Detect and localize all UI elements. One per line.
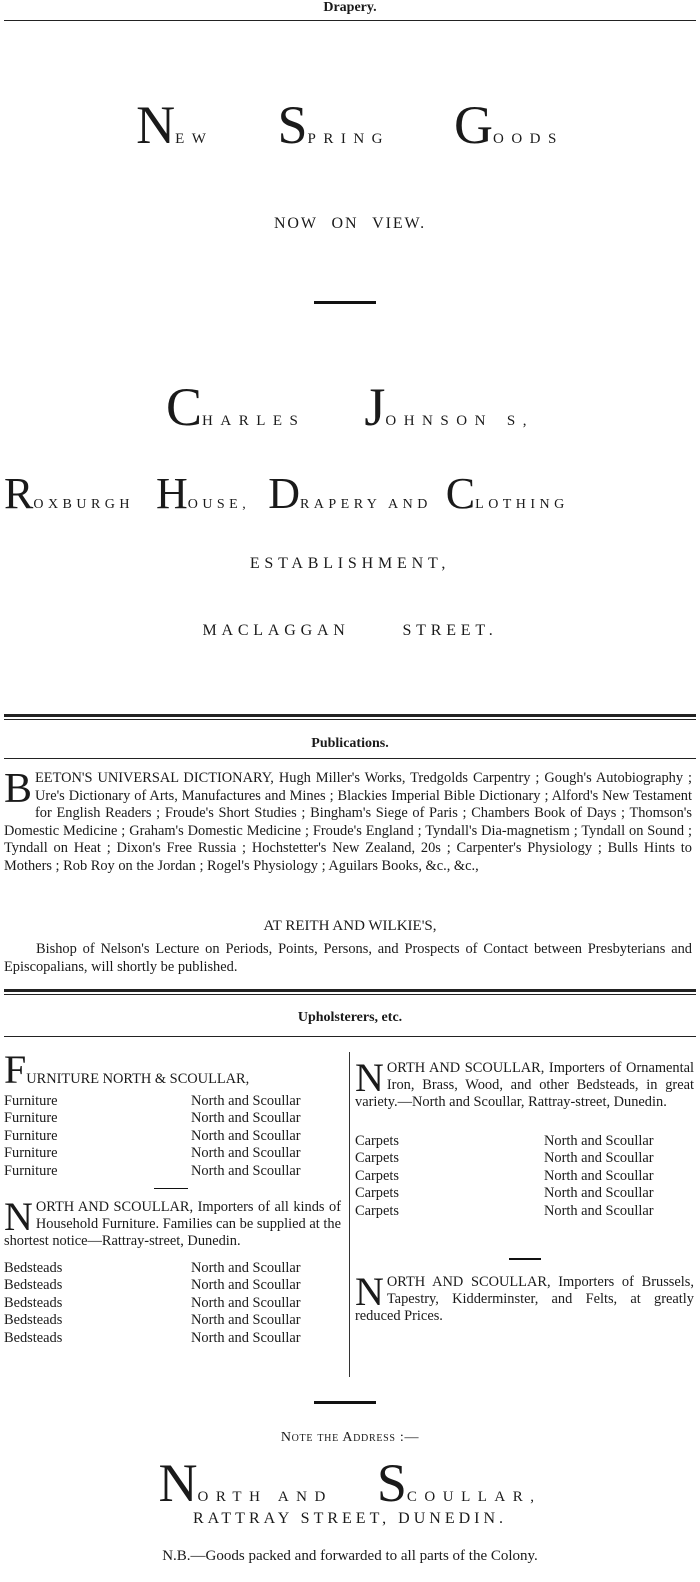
carpet-vendor: North and Scoullar — [544, 1167, 654, 1184]
bedstead-vendor: North and Scoullar — [191, 1277, 301, 1294]
establishment: ESTABLISHMENT, — [249, 555, 451, 572]
furniture-item: Furniture — [4, 1145, 58, 1162]
furniture-item: Furniture — [4, 1110, 58, 1127]
household-furniture-ad: NORTH AND SCOULLAR, Importers of all kinds of Household Furniture. Families can be supplied at the shortest notice—Rattray-street, Dunedin. — [4, 1194, 341, 1250]
right-column — [355, 1055, 694, 1325]
furniture-vendor: North and Scoullar — [191, 1145, 301, 1162]
short-rule — [314, 301, 376, 304]
street-line: MACLAGGAN STREET. — [202, 622, 498, 639]
bedsteads-list — [4, 1260, 341, 1347]
divider — [4, 758, 696, 759]
headline-new-spring-goods: NEW SPRING GOODS — [136, 95, 564, 155]
carpets-list — [355, 1133, 694, 1220]
bedstead-item: Bedsteads — [4, 1294, 63, 1311]
nb-note: N.B.—Goods packed and forwarded to all parts of the Colony. — [162, 1548, 538, 1564]
bedstead-row — [4, 1330, 341, 1347]
short-rule — [314, 1401, 376, 1404]
bedstead-vendor: North and Scoullar — [191, 1260, 301, 1277]
carpet-item: Carpets — [355, 1133, 399, 1149]
carpet-vendor: North and Scoullar — [544, 1150, 654, 1167]
merchant-name: CHARLES JOHNSON S, — [166, 377, 534, 437]
column-divider — [349, 1052, 350, 1377]
carpet-item: Carpets — [355, 1202, 399, 1219]
left-column — [4, 1047, 341, 1347]
bedstead-item: Bedsteads — [4, 1277, 63, 1294]
bedstead-row — [4, 1260, 341, 1277]
furniture-row — [4, 1145, 341, 1162]
divider — [4, 1036, 696, 1037]
carpet-item: Carpets — [355, 1185, 399, 1202]
carpet-row — [355, 1185, 694, 1202]
bookseller: AT REITH AND WILKIE'S, — [263, 918, 437, 934]
firm-street: RATTRAY STREET, DUNEDIN. — [192, 1510, 508, 1527]
bedstead-vendor: North and Scoullar — [191, 1312, 301, 1329]
furniture-row — [4, 1128, 341, 1145]
firm-name: NORTH AND SCOULLAR, — [158, 1453, 542, 1513]
bedstead-row — [4, 1312, 341, 1329]
furniture-vendor: North and Scoullar — [191, 1093, 301, 1109]
carpet-row — [355, 1133, 694, 1150]
house-name: ROXBURGH HOUSE, DRAPERY AND CLOTHING — [4, 469, 569, 518]
carpet-item: Carpets — [355, 1167, 399, 1184]
double-rule-thin — [4, 994, 696, 995]
publications-list: BEETON'S UNIVERSAL DICTIONARY, Hugh Miller's Works, Tredgolds Carpentry ; Gough's Autobiography ; Ure's Dictionary of Arts, Manufactures and Mines ; Blackies Imperial Bible Dictionary ; Alford's New Testament for English Readers ; Froude's Short Studies ; Bingham's Siege of Paris ; Chambers Book of Days ; Thomson's Domestic Medicine ; Graham's Domestic Medicine ; Froude's England ; Tyndall's Dia-magnetism ; Tyndall on Sound ; Tyndall on Heat ; Dixon's Free Russia ; Hochstetter's New Zealand, 20s ; Carpenter's Physiology ; Bulls Hints to Mothers ; Rob Roy on the Jordan ; Rogel's Physiology ; Aguilars Books, &c., &c., — [4, 766, 692, 874]
furniture-item: Furniture — [4, 1127, 58, 1144]
carpet-item: Carpets — [355, 1150, 399, 1167]
furniture-heading: FURNITURE NORTH & SCOULLAR, — [4, 1047, 250, 1092]
section-header-drapery: Drapery. — [323, 0, 377, 15]
carpet-vendor: North and Scoullar — [544, 1133, 654, 1149]
bedstead-item: Bedsteads — [4, 1260, 63, 1277]
furniture-vendor: North and Scoullar — [191, 1110, 301, 1127]
bedstead-row — [4, 1277, 341, 1294]
furniture-row — [4, 1110, 341, 1127]
now-on-view: NOW ON VIEW. — [273, 215, 427, 232]
carpet-row — [355, 1203, 694, 1220]
bedstead-item: Bedsteads — [4, 1329, 63, 1346]
furniture-row — [4, 1163, 341, 1180]
furniture-list — [4, 1093, 341, 1180]
double-rule-thin — [4, 719, 696, 720]
carpet-vendor: North and Scoullar — [544, 1202, 654, 1219]
divider — [4, 20, 696, 21]
furniture-vendor: North and Scoullar — [191, 1127, 301, 1144]
bedsteads-ad: NORTH AND SCOULLAR, Importers of Ornamental Iron, Brass, Wood, and other Bedsteads, in great variety.—North and Scoullar, Rattray-street, Dunedin. — [355, 1055, 694, 1110]
carpets-ad: NORTH AND SCOULLAR, Importers of Brussels, Tapestry, Kidderminster, and Felts, at greatly reduced Prices. — [355, 1269, 694, 1325]
drop-cap: B — [4, 766, 33, 812]
section-header-upholsterers: Upholsterers, etc. — [297, 1010, 403, 1025]
note-address: Note the Address :— — [280, 1430, 420, 1445]
furniture-item: Furniture — [4, 1162, 58, 1179]
carpet-row — [355, 1168, 694, 1185]
bedstead-row — [4, 1295, 341, 1312]
bedstead-vendor: North and Scoullar — [191, 1329, 301, 1346]
furniture-row — [4, 1093, 341, 1110]
bedstead-vendor: North and Scoullar — [191, 1294, 301, 1311]
carpet-vendor: North and Scoullar — [544, 1185, 654, 1202]
bedstead-item: Bedsteads — [4, 1312, 63, 1329]
short-rule — [509, 1258, 541, 1260]
double-rule — [4, 989, 696, 992]
furniture-vendor: North and Scoullar — [191, 1162, 301, 1179]
carpet-row — [355, 1150, 694, 1167]
furniture-item: Furniture — [4, 1093, 58, 1109]
double-rule — [4, 714, 696, 717]
short-rule — [154, 1188, 188, 1189]
section-header-publications: Publications. — [311, 736, 389, 751]
publication-note: Bishop of Nelson's Lecture on Periods, Points, Persons, and Prospects of Contact between Presbyterians and Episcopalians, will shortly be published. — [4, 941, 692, 975]
